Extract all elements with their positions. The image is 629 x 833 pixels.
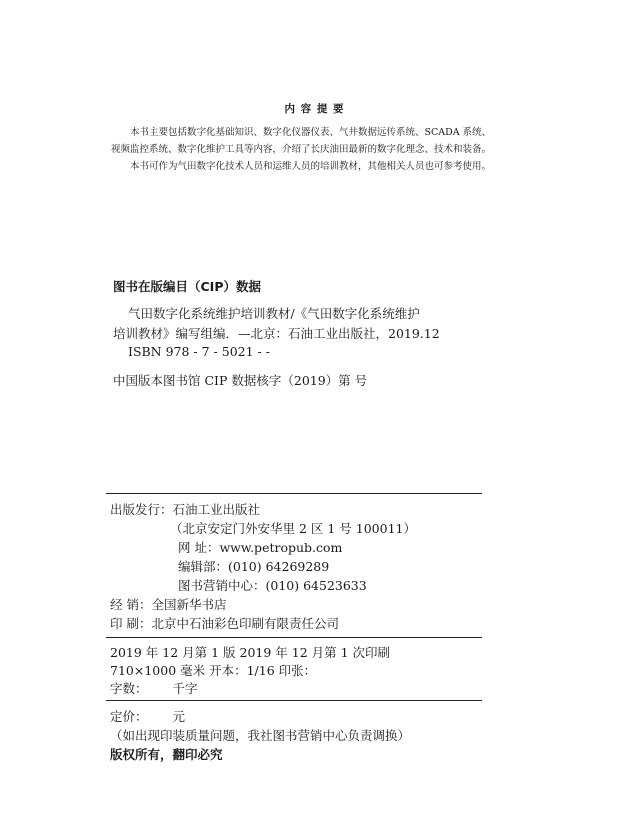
price-unit: 元 — [172, 709, 186, 724]
bottom-rule — [106, 700, 482, 701]
summary-title: 内 容 提 要 — [284, 103, 345, 115]
price-label: 定价： — [110, 709, 148, 724]
publisher-sales-phone: 图书营销中心：(010) 64523633 — [178, 578, 367, 593]
word-count-row — [110, 679, 198, 697]
publisher-address: （北京安定门外安华里 2 区 1 号 100011） — [170, 521, 416, 536]
publisher-row — [110, 500, 260, 518]
printing-label: 印 刷： — [110, 616, 152, 631]
distribution-row — [110, 595, 227, 613]
distribution-label: 经 销： — [110, 597, 152, 612]
top-rule — [106, 493, 482, 494]
word-count-unit: 千字 — [172, 681, 198, 696]
printing-value: 北京中石油彩色印刷有限责任公司 — [151, 616, 339, 631]
summary-paragraph-line: 本书可作为气田数字化技术人员和运维人员的培训教材，其他相关人员也可参考使用。 — [130, 161, 492, 172]
cip-isbn: ISBN 978 - 7 - 5021 - - — [128, 344, 270, 359]
publisher-website: 网 址：www.petropub.com — [178, 540, 343, 555]
cip-title-line: 气田数字化系统维护培训教材/《气田数字化系统维护 — [128, 306, 420, 321]
distribution-value: 全国新华书店 — [151, 597, 227, 612]
word-count-label: 字数： — [110, 681, 148, 696]
publisher-editorial-phone: 编辑部：(010) 64269289 — [178, 559, 330, 574]
cip-record-number: 中国版本图书馆 CIP 数据核字（2019）第 号 — [113, 373, 368, 388]
copyright-notice: 版权所有，翻印必究 — [110, 747, 223, 762]
cip-title-line: 培训教材》编写组编．—北京：石油工业出版社，2019.12 — [113, 326, 440, 341]
summary-paragraph-line: 视频监控系统、数字化维护工具等内容，介绍了长庆油田最新的数字化理念、技术和装备。 — [111, 144, 492, 155]
format-line: 710×1000 毫米 开本：1/16 印张： — [110, 663, 317, 678]
publisher-label: 出版发行： — [110, 502, 173, 517]
quality-notice: （如出现印装质量问题，我社图书营销中心负责调换） — [110, 728, 411, 743]
edition-line: 2019 年 12 月第 1 版 2019 年 12 月第 1 次印刷 — [110, 645, 391, 660]
price-row — [110, 707, 185, 725]
summary-paragraph-line: 本书主要包括数字化基础知识、数字化仪器仪表、气井数据远传系统、SCADA 系统、 — [130, 127, 492, 138]
publisher-name: 石油工业出版社 — [172, 502, 261, 517]
printing-row — [110, 614, 339, 632]
middle-rule — [106, 637, 482, 638]
cip-heading: 图书在版编目（CIP）数据 — [113, 279, 261, 294]
